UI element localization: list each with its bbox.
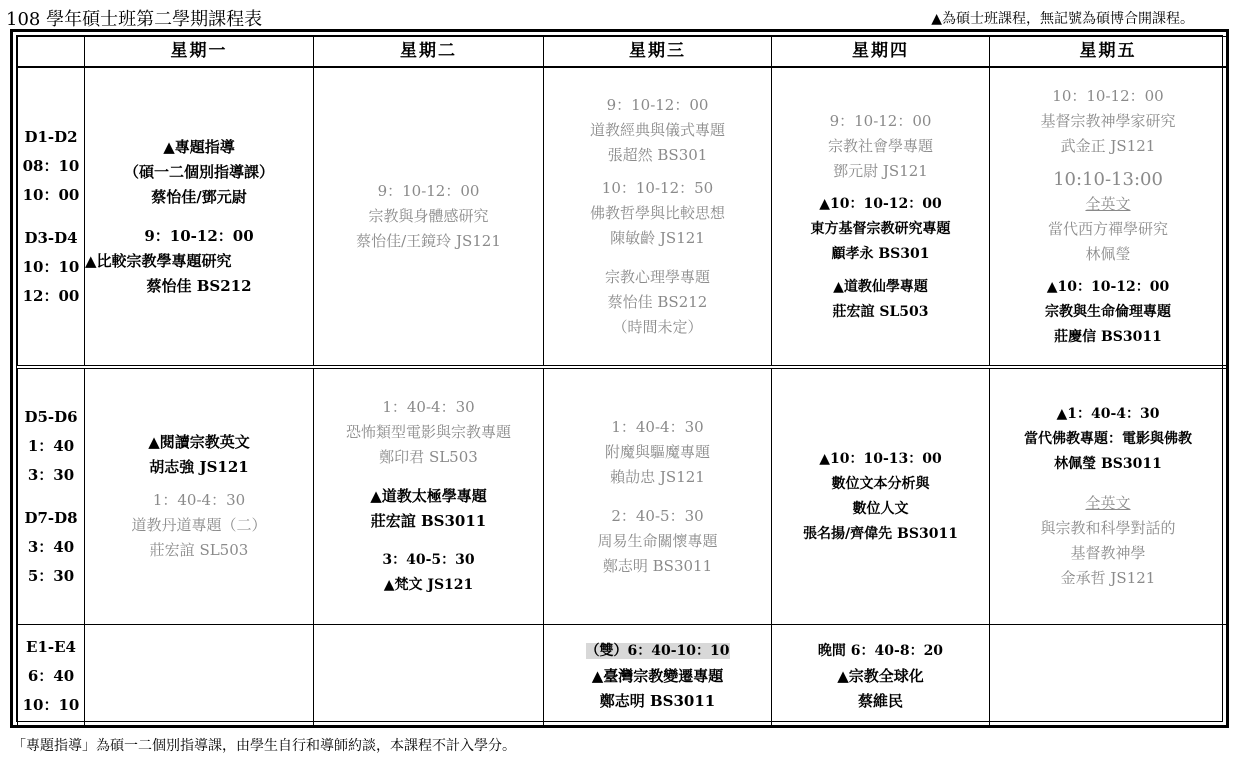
cell-tue-evening [314,625,544,728]
schedule-row-evening [18,625,1227,728]
course-name: 基督教神學 [1070,544,1146,562]
cell-tue-morning [314,67,544,367]
footnote: 「專題指導」為碩一二個別指導課，由學生自行和導師約談，本課程不計入學分。 [12,738,516,754]
course-teacher: 蔡怡佳/鄧元尉 [151,187,247,206]
course-name: 宗教與身體感研究 [368,207,489,225]
course-time: 3：40-5：30 [382,552,475,568]
period-end: 3：30 [27,465,75,484]
period-start: 6：40 [27,666,75,685]
course-time: 1：40-4：30 [382,398,475,416]
course-name: 數位文本分析與 [831,475,930,492]
course-name: 恐怖類型電影與宗教專題 [345,423,511,441]
course-name: ▲比較宗教學專題研究 [85,251,232,270]
period-start: 3：40 [27,537,75,556]
course-teacher: 金承哲 JS121 [1060,569,1156,587]
header-row [18,37,1227,68]
period-end: 10：10 [22,695,80,714]
course-teacher: 莊宏誼 SL503 [149,541,249,559]
cell-fri-evening [990,625,1227,728]
course-name: 道教丹道專題（二） [131,516,267,534]
course-teacher: 莊宏誼 BS3011 [370,512,487,530]
corner-cell [18,37,85,68]
period-start: 1：40 [27,436,75,455]
course-teacher: 莊宏誼 SL503 [832,303,929,320]
course-time: 1：40-4：30 [152,491,246,509]
course-name: 基督宗教神學家研究 [1040,111,1176,130]
course-note: （時間未定） [612,318,703,336]
cell-wed-morning [544,67,772,367]
course-name: 宗教心理學專題 [604,268,710,286]
cell-thu-evening [772,625,990,728]
course-teacher: 胡志強 JS121 [149,458,249,476]
course-name: 佛教哲學與比較思想 [589,204,725,222]
course-time: 2：40-5：30 [611,506,704,525]
schedule-frame [10,29,1229,728]
course-name: 數位人文 [852,500,909,517]
course-name: 道教經典與儀式專題 [589,121,725,139]
day-header-thu: 星期四 [772,37,990,68]
cell-tue-afternoon [314,367,544,625]
day-header-wed: 星期三 [544,37,772,68]
period-evening [18,625,85,728]
course-time: ▲10：10-12：00 [1046,278,1170,295]
cell-fri-afternoon [990,367,1227,625]
course-name: 當代佛教專題：電影與佛教 [1024,431,1192,447]
course-name: 當代西方禪學研究 [1047,219,1168,238]
course-name: ▲道教太極學專題 [370,487,487,505]
period-start: 08：10 [22,156,80,175]
course-teacher: 蔡怡佳 BS212 [146,276,252,295]
course-name: ▲梵文 JS121 [383,577,474,593]
course-teacher: 鄭志明 BS3011 [599,691,716,710]
course-time: ▲10：10-13：00 [819,450,942,467]
course-time: 1：40-4：30 [611,417,704,436]
schedule-row-morning [18,67,1227,367]
cell-thu-afternoon [772,367,990,625]
course-teacher: 陳敏齡 JS121 [610,229,705,247]
course-note: （碩一二個別指導課） [123,162,274,181]
course-teacher: 蔡怡佳 BS212 [607,293,708,311]
course-teacher: 顧孝永 BS301 [831,245,930,262]
course-teacher: 鄭印君 SL503 [379,448,478,466]
course-teacher: 武金正 JS121 [1060,136,1156,155]
course-name: 周易生命關懷專題 [597,531,718,550]
day-header-mon: 星期一 [85,37,314,68]
period-label: D5-D6 [24,407,78,426]
course-name: 附魔與驅魔專題 [604,442,710,461]
cell-mon-morning [85,67,314,367]
course-time: 9：10-12：00 [829,111,932,130]
period-start: 10：10 [22,257,80,276]
cell-wed-afternoon [544,367,772,625]
course-teacher: 蔡怡佳/王鏡玲 JS121 [356,232,501,250]
legend-note: ▲為碩士班課程，無記號為碩博合開課程。 [931,11,1194,27]
course-note: 全英文 [1085,494,1131,512]
course-name: ▲宗教全球化 [837,666,924,685]
schedule-row-afternoon [18,367,1227,625]
page-title: 108 學年碩士班第二學期課程表 [6,9,263,30]
course-name: 宗教與生命倫理專題 [1045,303,1171,320]
course-note: 全英文 [1085,194,1131,213]
period-afternoon [18,367,85,625]
period-label: E1-E4 [26,637,76,656]
period-label: D1-D2 [24,127,78,146]
course-time: 9：10-12：00 [144,226,254,245]
course-time: ▲10：10-12：00 [819,195,942,212]
cell-mon-evening [85,625,314,728]
course-name: 與宗教和科學對話的 [1040,519,1176,537]
course-time: 10：10-12：50 [601,179,714,197]
course-time: 9：10-12：00 [377,182,480,200]
period-label: D3-D4 [24,228,78,247]
course-name: 宗教社會學專題 [827,136,933,155]
course-teacher: 林佩瑩 BS3011 [1054,456,1162,472]
course-time: （雙）6：40-10：10 [585,642,730,659]
day-header-tue: 星期二 [314,37,544,68]
course-name: ▲道教仙學專題 [833,278,928,295]
cell-mon-afternoon [85,367,314,625]
course-time: 10：10-12：00 [1052,86,1164,105]
course-teacher: 鄧元尉 JS121 [833,161,928,180]
course-teacher: 莊慶信 BS3011 [1054,328,1162,345]
course-teacher: 張超然 BS301 [607,146,708,164]
course-name: ▲閱讀宗教英文 [148,433,250,451]
course-time: 晚間 6：40-8：20 [817,642,944,659]
day-header-fri: 星期五 [990,37,1227,68]
course-time: 10:10-13:00 [1053,168,1163,190]
course-teacher: 林佩瑩 [1085,244,1131,263]
cell-fri-morning [990,67,1227,367]
cell-thu-morning [772,67,990,367]
course-teacher: 蔡維民 [857,691,903,710]
course-name: ▲專題指導 [163,137,235,156]
course-name: 東方基督宗教研究專題 [810,220,951,237]
course-teacher: 張名揚/齊偉先 BS3011 [803,525,958,542]
course-teacher: 賴劼忠 JS121 [610,467,705,486]
course-name: ▲臺灣宗教變遷專題 [591,666,724,685]
course-time: 9：10-12：00 [606,96,709,114]
cell-wed-evening [544,625,772,728]
course-time: ▲1：40-4：30 [1056,406,1160,422]
period-end: 10：00 [22,185,80,204]
period-label: D7-D8 [24,508,78,527]
period-morning [18,67,85,367]
course-teacher: 鄭志明 BS3011 [602,556,713,575]
schedule-table [17,36,1227,728]
period-end: 12：00 [22,286,80,305]
period-end: 5：30 [27,566,75,585]
